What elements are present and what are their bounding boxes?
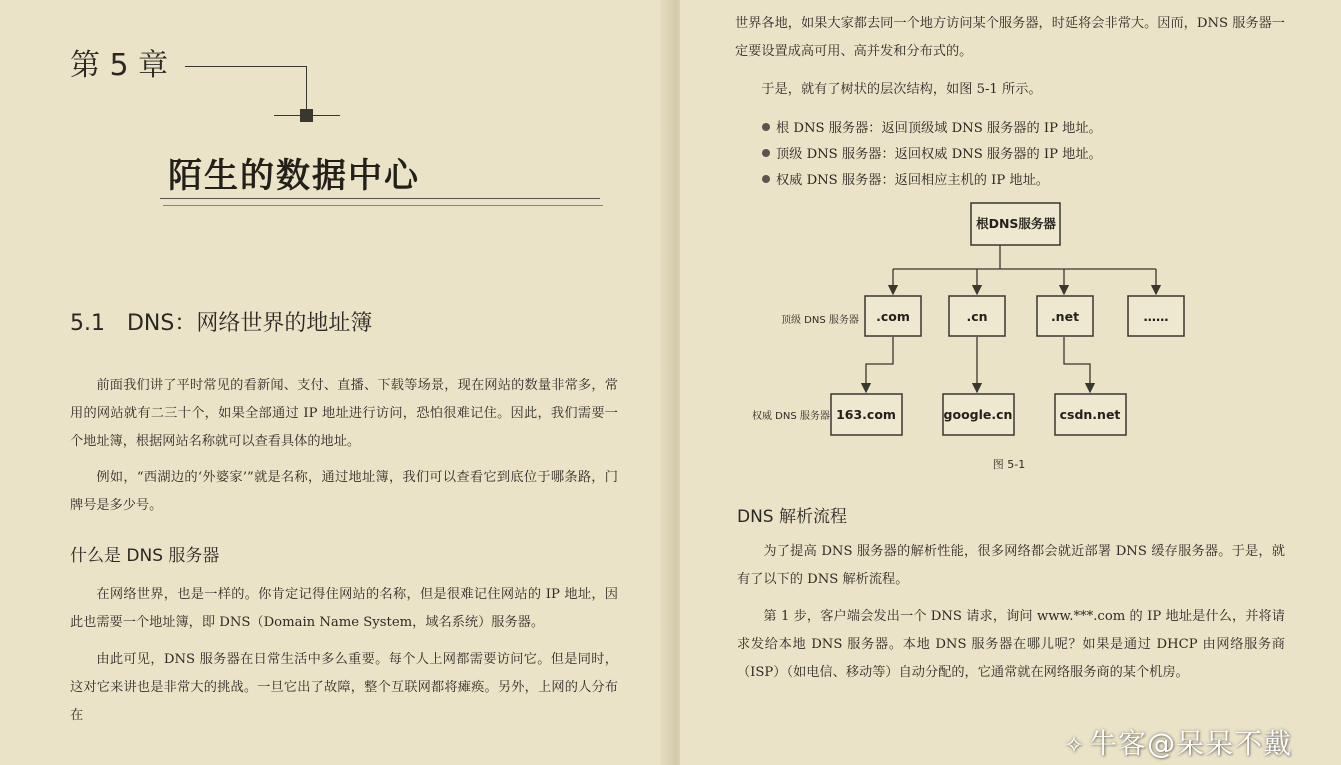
paragraph: 为了提高 DNS 服务器的解析性能，很多网络都会就近部署 DNS 缓存服务器。于是，就有了以下的 DNS 解析流程。 [737,544,1285,587]
subheading: DNS 解析流程 [737,507,848,527]
auth-level-label: 权威 DNS 服务器 [752,411,830,422]
figure-caption: 图 5-1 [992,458,1026,471]
paragraph: 由此可见，DNS 服务器在日常生活中多么重要。每个人上网都需要访问它。但是同时，这对它来讲也是非常大的挑战。一旦它出了故障，整个互联网都将瘫痪。另外，上网的人分布在 [70,652,618,723]
watermark [1064,722,1292,762]
chapter-label: 第 5 章 [70,48,169,83]
tld-node-label: .com [876,309,910,324]
subheading: 什么是 DNS 服务器 [70,546,220,566]
paragraph: 在网络世界，也是一样的。你肯定记得住网站的名称，但是很难记住网站的 IP 地址，因此也需要一个地址簿，即 DNS（Domain Name System，域名系统）服务器。 [70,587,618,630]
tld-node-label: …… [1143,309,1169,324]
tld-level-label: 顶级 DNS 服务器 [781,315,859,326]
paragraph: 例如，“西湖边的‘外婆家’”就是名称，通过地址簿，我们可以查看它到底位于哪条路，门牌号是多少号。 [70,470,618,513]
nowcoder-logo-icon: ✧ [1064,731,1086,759]
paragraph: 于是，就有了树状的层次结构，如图 5-1 所示。 [761,82,1042,97]
section-title: 5.1 DNS：网络世界的地址簿 [70,311,373,336]
auth-node-label: csdn.net [1059,407,1121,422]
list-item: 权威 DNS 服务器：返回相应主机的 IP 地址。 [762,168,1102,194]
paragraph: 前面我们讲了平时常见的看新闻、支付、直播、下载等场景，现在网站的数量非常多，常用的网站就有二三十个，如果全部通过 IP 地址进行访问，恐怕很难记住。因此，我们需要一个地址簿，根据网站名称就可以查看具体的地址。 [70,378,618,449]
auth-node-label: 163.com [836,407,896,422]
watermark-text: 牛客@呆呆不戴 [1089,727,1293,760]
chapter-title: 陌生的数据中心 [168,156,420,196]
paragraph: 第 1 步，客户端会发出一个 DNS 请求，询问 www.***.com 的 IP 地址是什么，并将请求发给本地 DNS 服务器。本地 DNS 服务器在哪儿呢？如果是通过 DHCP 由网络服务商（ISP）（如电信、移动等）自动分配的，它通常就在网络服务商的某个机房。 [737,609,1285,680]
tld-node-label: .net [1050,309,1080,324]
root-node-label: 根DNS服务器 [976,216,1056,231]
paragraph: 世界各地，如果大家都去同一个地方访问某个服务器，时延将会非常大。因而，DNS 服务器一定要设置成高可用、高并发和分布式的。 [735,16,1285,59]
list-item: 顶级 DNS 服务器：返回权威 DNS 服务器的 IP 地址。 [762,142,1102,168]
auth-node-label: google.cn [943,407,1013,422]
tld-node-label: .cn [966,309,988,324]
list-item: 根 DNS 服务器：返回顶级域 DNS 服务器的 IP 地址。 [762,116,1102,142]
